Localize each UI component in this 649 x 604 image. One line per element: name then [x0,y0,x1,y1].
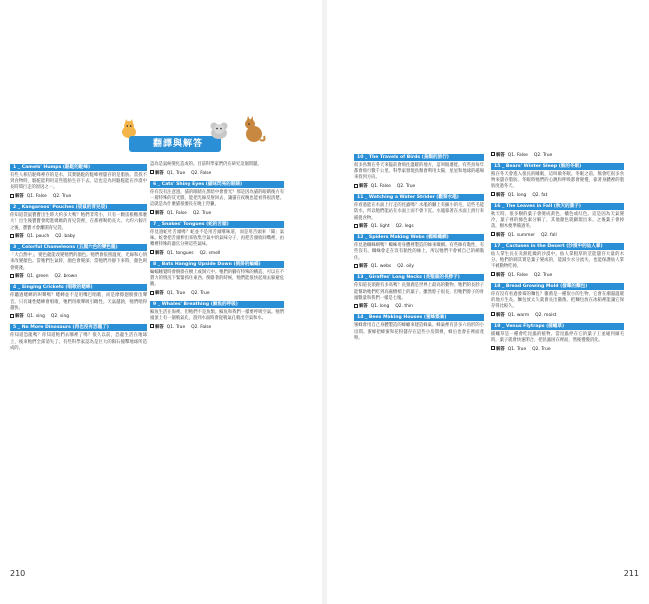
answer-label: 解答 [155,291,164,297]
answer-value: Q2. baby [55,234,76,240]
answer-line [491,346,624,353]
section-heading: 13 _ Giraffes' Long Necks (長頸鹿的長脖子) [354,274,484,281]
answer-label: 解答 [359,184,368,190]
answer-value: Q1. False [507,272,528,278]
section-text: 你知道長頸鹿有多高嗎？長頸鹿是世界上最高的動物。牠們的長脖子能幫助牠們吃到高處樹梢上的葉子。雖然脖子很長，但牠們脖子的骨頭數量和我們一樣是七塊。 [354,283,484,301]
answer-value: Q1. webs [370,264,392,270]
right-column-2 [491,152,624,357]
answer-value: Q2. moist [535,312,557,318]
answer-label: 解答 [496,272,505,278]
answer-value: Q2. legs [395,224,414,230]
section-heading: 9 _ Whales' Breathing (鯨魚的呼吸) [150,301,284,308]
left-column-1 [10,162,147,354]
answer-value: Q1. False [507,152,528,158]
section-heading: 12 _ Spiders Making Webs (蜘蛛織網) [354,234,484,241]
section-text: 仙人掌生長在炎熱乾燥的沙漠中。仙人掌粗厚的莖能儲存大量的水分。牠們的刺其實是葉子變成的，能減少水分流失，也能保護仙人掌不被動物吃掉。 [491,251,624,270]
checkbox-icon [354,264,358,268]
section-heading: 8 _ Bats Hanging Upside Down (倒掛的蝙蝠) [150,261,284,268]
answer-line [10,314,147,321]
answer-line [354,224,484,231]
answer-line [10,274,147,281]
section-text: 你聽過蟋蟀的叫聲嗎？蟋蟀並不是用嘴巴唱歌，而是摩擦翅膀發出聲音。只有雄性蟋蟀會唱歌，牠們用歌聲吸引雌性。天氣越熱，牠們唱得越快。 [10,293,147,311]
answer-line [10,234,147,241]
section-heading: 3 _ Colorful Chameleons (五顏六色的變色龍) [10,244,147,251]
section-text: 有些人相信駝峰裡存的是水，其實駱駝的駝峰裡儲存的是脂肪。當找不到食物時，駱駝能利用這些脂肪生存下去。這也是為何駱駝能在沙漠中長時間行走的原因之一。 [10,173,147,191]
section-heading: 1 _ Camels' Humps (駱駝的駝峰) [10,164,147,171]
answer-label: 解答 [15,234,24,240]
answer-label: 解答 [155,170,164,176]
section-heading: 2 _ Kangaroos' Pouches (袋鼠的育兒袋) [10,204,147,211]
answer-value: Q2. False [191,170,212,176]
section-text: 你知道袋鼠寶寶出生時大約多大嗎？牠們非常小，只有一顆雷根糖那麼大！出生後寶寶會爬進媽媽的育兒袋裡，在那裡喝奶長大。大約六個月之後，寶寶才會離開育兒袋。 [10,213,147,231]
checkbox-icon [10,234,14,238]
answer-value: Q1. long [370,304,390,310]
section-heading: 16 _ The Leaves in Fall (秋天的葉子) [491,203,624,210]
answer-value: Q2. fall [540,232,557,238]
section-heading: 11 _ Watching a Water Strider (觀察水黽) [354,194,484,201]
answer-value: Q1. tongues [166,250,194,256]
section-text: 你知道恐龍嗎？你知道牠們去哪裡了嗎？很久以前，恐龍生活在地球上，後來牠們全部消失了。有些科學家認為是巨大的隕石撞擊地球所造成的。 [10,333,147,351]
answer-value: Q2. True [533,272,553,278]
answer-value: Q1. green [26,274,49,280]
section-heading: 7 _ Snakes' Tongues (蛇的舌頭) [150,221,284,228]
kangaroo-mascot-icon [240,116,266,144]
checkbox-icon [150,170,154,174]
section-heading: 10 _ The Travels of Birds (鳥類的旅行) [354,154,484,161]
checkbox-icon [150,324,154,328]
checkbox-icon [491,312,495,316]
section-text: 你見過蛇吐舌頭嗎？蛇並不是用舌頭嚐味道，而是用舌頭來「聞」氣味。蛇會把舌頭伸出來收集空氣中的氣味分子，再把舌頭收回嘴裡，由嘴裡特殊的器官分辨這些氣味。 [150,229,284,248]
section-text: 你看過能在水面上行走的昆蟲嗎？水黽的腳上有細小的毛，這些毛能防水，所以牠們能站在水面上而不會下沉。水黽靠著在水面上滑行來捕捉食物。 [354,203,484,221]
section-heading: 14 _ Bees Making Houses (蜜蜂築巢) [354,314,484,321]
answer-label: 解答 [359,224,368,230]
section-heading: 19 _ Venus Flytraps (捕蠅草) [491,323,624,330]
answer-label: 解答 [496,346,505,352]
section-heading: 15 _ Bears' Winter Sleep (熊的冬眠) [491,163,624,170]
right-column-1 [354,152,484,344]
answer-value: Q1. warm [507,312,530,318]
answer-line [150,250,284,257]
answer-label: 解答 [359,264,368,270]
answer-line [491,232,624,239]
section-text: 熊在冬天會進入很長的睡眠，這叫做冬眠。冬眠之前，熊會吃很多食物來儲存脂肪。冬眠時牠們的心跳和呼吸都會變慢，靠著身體裡的脂肪度過冬天。 [491,171,624,189]
answer-line [491,152,624,159]
answer-label: 解答 [15,314,24,320]
answer-line [354,304,484,311]
section-heading: 4 _ Singing Crickets (唱歌的蟋蟀) [10,284,147,291]
answer-label: 解答 [359,304,368,310]
checkbox-icon [491,152,495,156]
answer-value: Q1. summer [507,232,535,238]
answer-line [354,184,484,191]
answer-value: Q2. thin [395,304,413,310]
answer-value: Q2. sing [50,314,70,320]
answer-label: 解答 [496,312,505,318]
answer-value: Q2. True [533,152,553,158]
checkbox-icon [354,224,358,228]
checkbox-icon [354,304,358,308]
answer-line [150,291,284,298]
section-text: 秋天時，很多樹的葉子會變成黃色、橘色或紅色。這是因為天氣變冷，葉子裡的綠色素分解了，其他顏色就顯現出來。之後葉子會掉落，樹木便準備過冬。 [491,211,624,230]
checkbox-icon [354,184,358,188]
answer-value: Q1. False [26,194,47,200]
answer-value: Q1. True [166,291,186,297]
page-number-left: 210 [10,569,26,578]
answer-value: Q2. oily [397,264,414,270]
answer-value: Q1. False [370,184,391,190]
answer-value: Q2. True [396,184,416,190]
answer-line [150,170,284,177]
section-text: 鯨魚生活在海裡，但牠們不是魚類。鯨魚和我們一樣要呼吸空氣。牠們頭頂上有一個噴氣孔，游到水面時會從噴氣孔噴出空氣和水。 [150,310,284,322]
section-text: 很多鳥類在冬天來臨前會飛往溫暖的地方，這叫做遷徙。有些鳥每年都會飛行數千公里。科學家發現鳥類會利用太陽、星星和地球的磁場來找到方向。 [354,163,484,181]
answer-line [150,324,284,331]
banner-title: 翻譯與解答 [152,139,203,149]
left-page [0,0,322,604]
answer-value: Q1. light [370,224,390,230]
checkbox-icon [10,274,14,278]
answer-label: 解答 [15,274,24,280]
checkbox-icon [491,272,495,276]
answer-value: Q1. sing [26,314,45,320]
answer-value: Q2. fat [532,192,548,198]
section-text: 你有沒有看過發霉的麵包？黴菌是一種很小的生物，它會在潮濕溫暖的地方生長。麵包放太久就會長出黴菌。把麵包放在冰箱裡能讓它保存得比較久。 [491,291,624,310]
answer-label: 解答 [155,210,164,216]
page-number-right: 211 [623,569,639,578]
answer-value: Q1. False [166,210,187,216]
answer-value: Q2. False [191,324,212,330]
answer-value: Q2. True [532,346,551,352]
left-column-2 [150,162,284,335]
answer-value: Q2. smell [199,250,221,256]
answer-label: 解答 [155,324,164,330]
answer-line [150,210,284,217]
checkbox-icon [150,291,154,295]
answer-line [354,264,484,271]
checkbox-icon [491,232,495,236]
answer-label: 解答 [155,250,164,256]
section-heading: 5 _ No More Dinosaurs (再也沒有恐龍了) [10,324,147,331]
section-text: 蝙蝠睡覺時會倒掛在樹上或洞穴中。牠們的腳有特殊的構造，可以在不費力的情況下緊緊抓住東西。倒掛著的時候，牠們能很快起飛去躲避危險。 [150,269,284,288]
section-text: 你有沒有注意過，貓的眼睛在黑暗中會發光？那是因為貓的眼睛後方有一層特殊的反光膜，能把光線反射回去，讓貓在夜晚也能看得很清楚。這就是為什麼貓很擅長在晚上狩獵。 [150,189,284,208]
checkbox-icon [10,194,14,198]
answer-value: Q2. True [191,291,210,297]
answer-value: Q1. pouch [26,234,50,240]
answer-value: Q2. True [192,210,212,216]
right-page [327,0,649,604]
section-heading: 17 _ Cactuses in the Desert (沙漠中的仙人掌) [491,243,624,250]
checkbox-icon [491,192,495,196]
answer-value: Q1. True [507,346,527,352]
answer-value: Q1. True [166,170,186,176]
answer-line [491,312,624,319]
answer-label: 解答 [496,232,505,238]
section-text: 蜜蜂會用自己身體製造的蜂蠟來建造蜂巢。蜂巢裡有許多六角形的小房間。蜜蜂把蜂蜜和花粉儲存在這些小房間裡，蜂后也會在裡面產卵。 [354,323,484,341]
section-text: 捕蠅草是一種會吃昆蟲的植物。當昆蟲停在它的葉子上並碰到細毛時，葉子就會快速閉合，把昆蟲困在裡面，然後慢慢消化。 [491,331,624,344]
answer-value: Q2. True [52,194,72,200]
answer-line [10,194,147,201]
answer-label: 解答 [496,152,505,158]
section-heading: 18 _ Bread Growing Mold (發霉的麵包) [491,283,624,290]
section-text: 你見過蜘蛛網嗎？蜘蛛用身體裡製造的絲來織網。有些絲有黏性，有些沒有。蜘蛛會走在沒有黏性的絲上，所以牠們不會被自己的網黏住。 [354,243,484,261]
section-text: 「大自然中」，變色龍能改變牠們的顏色。牠們會依照溫度、光線和心情來改變顏色。當牠們生氣時，顏色會變深；當牠們冷靜下來時，顏色則會變淺。 [10,253,147,271]
answer-value: Q1. True [166,324,186,330]
answer-value: Q2. brown [54,274,78,280]
section-text: 認為是氣候變化造成的。目前科學家們仍在研究這個問題。 [150,162,262,167]
answer-line [491,192,624,199]
checkbox-icon [10,314,14,318]
answer-value: Q1. long [507,192,527,198]
section-heading: 6 _ Cats' Shiny Eyes (貓咪閃亮的眼睛) [150,181,284,188]
answer-label: 解答 [15,194,24,200]
checkbox-icon [491,346,495,350]
checkbox-icon [150,250,154,254]
answer-line [491,272,624,279]
mouse-mascot-icon [207,118,231,142]
checkbox-icon [150,210,154,214]
answer-label: 解答 [496,192,505,198]
